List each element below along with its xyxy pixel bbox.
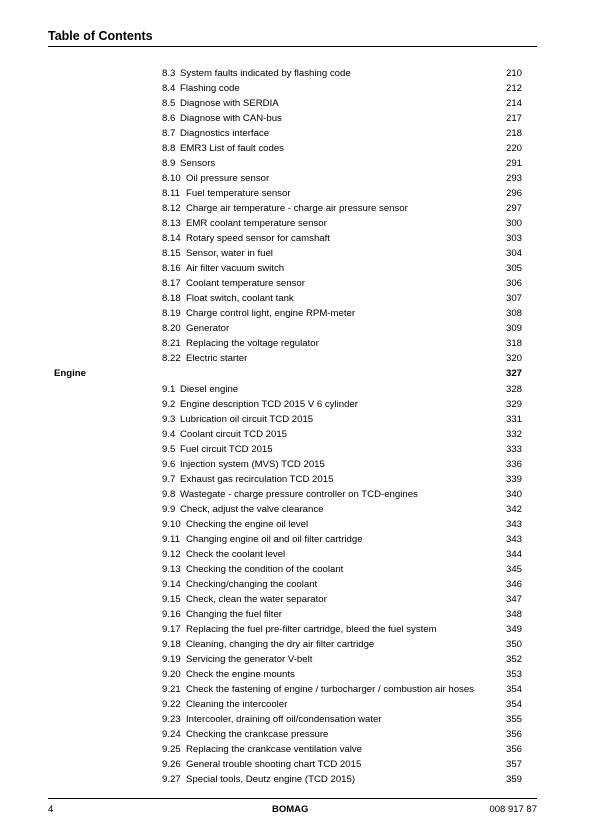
toc-entry-page: 354 [505,684,522,695]
toc-entry-number: 8.7 [162,127,176,139]
toc-entry-title: Fuel circuit TCD 2015 [180,444,273,455]
toc-entry-number: 8.13 [162,217,181,229]
toc-entry-title: Replacing the voltage regulator [186,337,319,349]
toc-entry-page: 296 [505,187,522,199]
toc-entry-page: 352 [505,654,522,665]
toc-entry-number: 9.13 [162,564,181,575]
toc-entry-page: 329 [505,399,522,410]
toc-entry-number: 9.27 [162,774,181,785]
toc-entry-page: 300 [505,217,522,229]
toc-entry-number: 9.5 [162,444,176,455]
toc-entry-page: 343 [505,534,522,545]
footer-doc-number: 008 917 87 [489,804,537,815]
toc-entry-number: 9.1 [162,384,176,395]
toc-entry-page: 347 [505,594,522,605]
toc-entry[interactable] [0,127,596,140]
toc-entry-page: 359 [505,774,522,785]
toc-entry-page: 320 [505,352,522,364]
toc-entry-number: 8.21 [162,337,181,349]
toc-entry-page: 345 [505,564,522,575]
toc-entry-number: 8.10 [162,172,181,184]
toc-entry-title: Exhaust gas recirculation TCD 2015 [180,474,334,485]
toc-entry-page: 353 [505,669,522,680]
chapter-page: 327 [505,367,522,379]
toc-entry-number: 8.6 [162,112,176,124]
toc-entry-number: 9.14 [162,579,181,590]
toc-entry-page: 339 [505,474,522,485]
toc-entry[interactable] [0,217,596,230]
toc-entry-page: 342 [505,504,522,515]
toc-entry[interactable] [0,728,596,741]
toc-entry[interactable] [0,292,596,305]
toc-entry-page: 354 [505,699,522,710]
toc-entry-title: EMR coolant temperature sensor [186,217,327,229]
toc-entry-page: 308 [505,307,522,319]
toc-entry[interactable] [0,112,596,125]
toc-entry[interactable] [0,563,596,576]
toc-entry-title: Wastegate - charge pressure controller on TCD-engines [180,489,418,500]
toc-entry[interactable] [0,578,596,591]
toc-entry-number: 9.15 [162,594,181,605]
toc-entry-number: 8.19 [162,307,181,319]
toc-entry-number: 8.11 [162,187,180,199]
toc-entry-number: 8.22 [162,352,181,364]
toc-entry[interactable] [0,683,596,696]
toc-entry-title: Special tools, Deutz engine (TCD 2015) [186,774,356,785]
chapter-title: Engine [54,367,86,379]
toc-entry[interactable] [0,142,596,155]
toc-entry-page: 212 [505,82,522,94]
toc-entry-title: System faults indicated by flashing code [180,67,351,79]
toc-entry-page: 309 [505,322,522,334]
toc-entry-page: 357 [505,759,522,770]
toc-entry-number: 8.5 [162,97,176,109]
toc-entry-page: 332 [505,429,522,440]
toc-entry-title: Replacing the fuel pre-filter cartridge, bleed the fuel system [186,624,437,635]
toc-entry-title: Flashing code [180,82,240,94]
toc-entry-title: Replacing the crankcase ventilation valve [186,744,362,755]
toc-entry-title: Float switch, coolant tank [186,292,294,304]
toc-entry-number: 9.26 [162,759,181,770]
toc-entry-number: 9.8 [162,489,176,500]
toc-entry-title: Check the engine mounts [186,669,295,680]
toc-entry-title: Changing the fuel filter [186,609,282,620]
toc-entry-page: 355 [505,714,522,725]
toc-entry-page: 333 [505,444,522,455]
toc-entry-page: 305 [505,262,522,274]
toc-entry[interactable] [0,97,596,110]
toc-entry-number: 9.17 [162,624,181,635]
toc-entry-title: Check, clean the water separator [186,594,327,605]
toc-entry[interactable] [0,548,596,561]
toc-entry-page: 349 [505,624,522,635]
toc-entry-number: 9.22 [162,699,181,710]
toc-entry-page: 306 [505,277,522,289]
toc-entry-number: 9.7 [162,474,176,485]
toc-entry[interactable] [0,202,596,215]
toc-entry[interactable] [0,608,596,621]
toc-entry-page: 331 [505,414,522,425]
toc-entry-page: 344 [505,549,522,560]
toc-entry-number: 9.19 [162,654,181,665]
toc-entry[interactable] [0,398,596,411]
toc-entry-title: Intercooler, draining off oil/condensation water [186,714,382,725]
toc-entry[interactable] [0,443,596,456]
toc-entry-page: 356 [505,744,522,755]
toc-entry[interactable] [0,743,596,756]
toc-entry[interactable] [0,668,596,681]
toc-entry[interactable] [0,488,596,501]
toc-entry-number: 9.21 [162,684,181,695]
toc-entry-page: 210 [505,67,522,79]
toc-entry[interactable] [0,518,596,531]
toc-entry[interactable] [0,187,596,200]
toc-entry-number: 9.4 [162,429,176,440]
toc-chapter-heading[interactable] [0,367,596,380]
toc-entry-number: 9.25 [162,744,181,755]
toc-entry[interactable] [0,773,596,786]
toc-entry[interactable] [0,337,596,350]
toc-entry-title: Lubrication oil circuit TCD 2015 [180,414,314,425]
toc-entry-title: Coolant temperature sensor [186,277,305,289]
toc-entry-title: General trouble shooting chart TCD 2015 [186,759,362,770]
toc-entry-page: 217 [505,112,522,124]
toc-entry-title: Engine description TCD 2015 V 6 cylinder [180,399,358,410]
toc-entry-number: 8.12 [162,202,181,214]
toc-entry[interactable] [0,277,596,290]
toc-entry-number: 9.10 [162,519,181,530]
toc-entry-title: Oil pressure sensor [186,172,270,184]
toc-entry-title: Charge air temperature - charge air pressure sensor [186,202,408,214]
footer-rule [48,798,537,799]
toc-entry-number: 8.14 [162,232,181,244]
toc-entry-title: Air filter vacuum switch [186,262,285,274]
toc-entry-number: 8.15 [162,247,181,259]
toc-entry-number: 9.2 [162,399,176,410]
toc-entry-title: Checking/changing the coolant [186,579,318,590]
toc-entry[interactable] [0,623,596,636]
toc-entry[interactable] [0,503,596,516]
toc-entry-title: Cleaning, changing the dry air filter cartridge [186,639,375,650]
toc-entry-page: 303 [505,232,522,244]
toc-entry-page: 346 [505,579,522,590]
toc-entry-title: Check the coolant level [186,549,286,560]
toc-entry[interactable] [0,653,596,666]
toc-entry[interactable] [0,172,596,185]
toc-entry[interactable] [0,698,596,711]
toc-entry[interactable] [0,157,596,170]
toc-entry-number: 8.8 [162,142,176,154]
toc-entry[interactable] [0,533,596,546]
toc-entry-number: 9.24 [162,729,181,740]
toc-entry[interactable] [0,428,596,441]
toc-entry-number: 8.17 [162,277,181,289]
toc-entry[interactable] [0,322,596,335]
toc-entry-page: 336 [505,459,522,470]
toc-entry-number: 8.20 [162,322,181,334]
toc-entry-title: Injection system (MVS) TCD 2015 [180,459,325,470]
toc-entry-title: Sensors [180,157,216,169]
toc-entry-title: Charge control light, engine RPM-meter [186,307,356,319]
toc-entry-number: 9.3 [162,414,176,425]
toc-entry-number: 9.23 [162,714,181,725]
toc-entry-page: 214 [505,97,522,109]
toc-entry-number: 9.11 [162,534,180,545]
toc-entry-title: Servicing the generator V-belt [186,654,313,665]
toc-entry[interactable] [0,307,596,320]
toc-entry-page: 356 [505,729,522,740]
toc-entry[interactable] [0,352,596,365]
toc-entry-title: Diagnose with CAN-bus [180,112,282,124]
toc-entry-page: 318 [505,337,522,349]
toc-entry-page: 307 [505,292,522,304]
toc-entry-title: Generator [186,322,230,334]
toc-entry-page: 348 [505,609,522,620]
toc-entry-number: 9.18 [162,639,181,650]
toc-entry-page: 304 [505,247,522,259]
toc-entry-title: Cleaning the intercooler [186,699,288,710]
toc-entry-page: 293 [505,172,522,184]
toc-entry-title: Diagnostics interface [180,127,270,139]
toc-entry-number: 9.6 [162,459,176,470]
toc-entry[interactable] [0,413,596,426]
toc-entry-number: 8.9 [162,157,176,169]
toc-entry-page: 350 [505,639,522,650]
toc-entry-title: Diagnose with SERDIA [180,97,279,109]
toc-entry[interactable] [0,638,596,651]
toc-entry[interactable] [0,67,596,80]
toc-entry-number: 8.3 [162,67,176,79]
toc-entry-number: 9.16 [162,609,181,620]
toc-entry[interactable] [0,262,596,275]
toc-entry-title: Check, adjust the valve clearance [180,504,324,515]
toc-entry-page: 218 [505,127,522,139]
footer-page-number: 4 [48,804,54,815]
toc-entry[interactable] [0,758,596,771]
toc-entry[interactable] [0,82,596,95]
toc-entry[interactable] [0,473,596,486]
toc-entry[interactable] [0,247,596,260]
toc-entry-title: Changing engine oil and oil filter cartridge [186,534,363,545]
toc-entry-title: Sensor, water in fuel [186,247,273,259]
toc-entry-title: Fuel temperature sensor [186,187,291,199]
toc-entry[interactable] [0,458,596,471]
toc-entry-title: Checking the crankcase pressure [186,729,329,740]
page-title: Table of Contents [48,29,153,43]
toc-entry-title: Rotary speed sensor for camshaft [186,232,330,244]
toc-entry-number: 8.18 [162,292,181,304]
toc-entry-page: 220 [505,142,522,154]
toc-entry-number: 8.16 [162,262,181,274]
footer-brand: BOMAG [272,804,309,815]
toc-entry[interactable] [0,232,596,245]
toc-entry-page: 297 [505,202,522,214]
toc-entry-title: Checking the condition of the coolant [186,564,344,575]
toc-entry-page: 291 [505,157,522,169]
toc-entry-title: Electric starter [186,352,248,364]
toc-entry[interactable] [0,593,596,606]
toc-entry-title: Check the fastening of engine / turbocharger / combustion air hoses [186,684,474,695]
toc-entry-title: Checking the engine oil level [186,519,309,530]
toc-entry-title: Diesel engine [180,384,239,395]
toc-entry[interactable] [0,383,596,396]
toc-entry[interactable] [0,713,596,726]
toc-entry-page: 340 [505,489,522,500]
toc-entry-title: EMR3 List of fault codes [180,142,284,154]
toc-entry-page: 328 [505,384,522,395]
toc-entry-number: 8.4 [162,82,176,94]
toc-entry-number: 9.12 [162,549,181,560]
toc-entry-page: 343 [505,519,522,530]
toc-entry-title: Coolant circuit TCD 2015 [180,429,288,440]
toc-entry-number: 9.9 [162,504,176,515]
toc-entry-number: 9.20 [162,669,181,680]
